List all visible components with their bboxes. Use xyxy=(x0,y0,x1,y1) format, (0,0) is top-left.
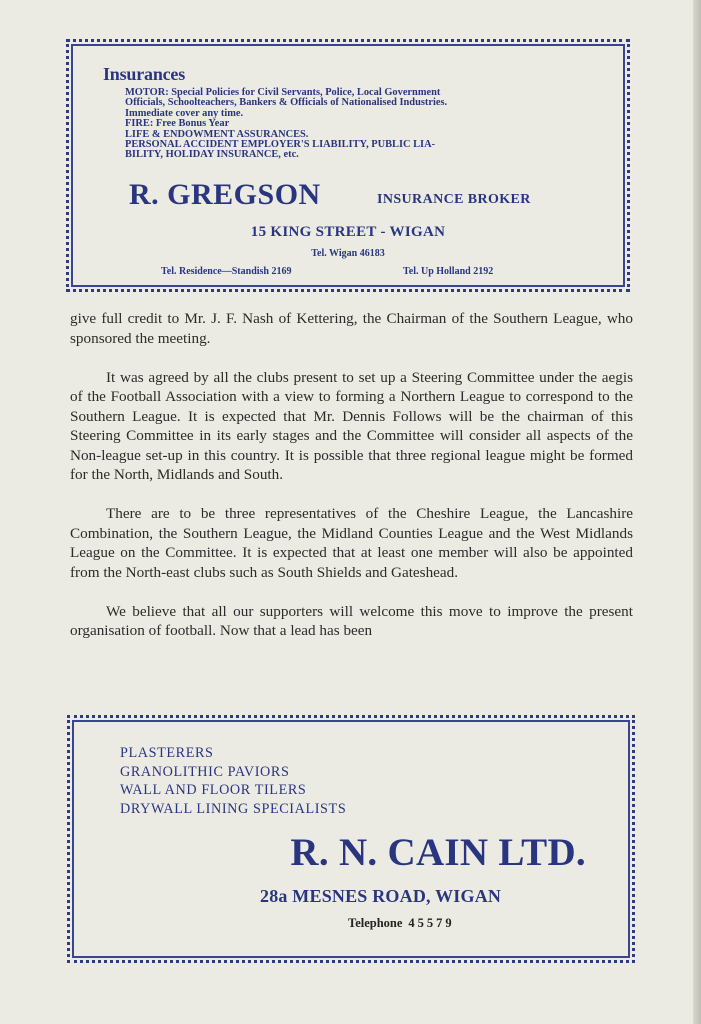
trade-item: GRANOLITHIC PAVIORS xyxy=(120,763,290,780)
broker-tel-residence: Tel. Residence—Standish 2169 xyxy=(161,266,292,277)
company-address: 28a MESNES ROAD, WIGAN xyxy=(260,886,502,906)
company-telephone xyxy=(348,916,455,931)
company-name: R. N. CAIN LTD. xyxy=(290,831,586,874)
trade-item: WALL AND FLOOR TILERS xyxy=(120,782,307,798)
insurance-services-list xyxy=(125,88,605,161)
telephone-label: Telephone xyxy=(348,916,403,930)
insurance-line: Immediate cover any time. xyxy=(125,107,244,119)
cain-advert xyxy=(67,715,635,963)
article-body xyxy=(70,309,633,641)
broker-tel-up-holland: Tel. Up Holland 2192 xyxy=(403,266,494,277)
trade-item: DRYWALL LINING SPECIALISTS xyxy=(120,800,347,817)
article-paragraph: There are to be three representatives of the Cheshire League, the Lancashire Combination, the Southern League, the Midland Counties League and the West Midlands League on the Committee. It is expected that at least one member will also be appointed from the North-east clubs such as South Shields and Gateshead. xyxy=(70,505,633,581)
broker-role: INSURANCE BROKER xyxy=(377,192,531,207)
insurance-line: MOTOR: Special Policies for Civil Servants, Police, Local Government xyxy=(125,87,441,98)
telephone-number: 45579 xyxy=(408,916,455,930)
article-paragraph: We believe that all our supporters will welcome this move to improve the present organisation of football. Now that a lead has been xyxy=(70,602,633,639)
insurance-line: Officials, Schoolteachers, Bankers & Officials of Nationalised Industries. xyxy=(125,97,448,109)
broker-address: 15 KING STREET - WIGAN xyxy=(250,224,446,240)
broker-tel-wigan: Tel. Wigan 46183 xyxy=(311,248,385,259)
page-edge xyxy=(693,0,701,1024)
trades-list xyxy=(120,744,346,818)
insurances-heading: Insurances xyxy=(103,64,186,84)
insurance-line: FIRE: Free Bonus Year xyxy=(125,118,230,130)
article-paragraph: give full credit to Mr. J. F. Nash of Kettering, the Chairman of the Southern League, who sponsored the meeting. xyxy=(70,310,633,347)
insurance-line: BILITY, HOLIDAY INSURANCE, etc. xyxy=(125,149,299,161)
insurance-line: LIFE & ENDOWMENT ASSURANCES. xyxy=(125,128,309,140)
insurance-advert xyxy=(66,39,630,292)
insurance-line: PERSONAL ACCIDENT EMPLOYER'S LIABILITY, PUBLIC LIA- xyxy=(125,139,436,151)
article-paragraph: It was agreed by all the clubs present to set up a Steering Committee under the aegis of the Football Association with a view to forming a Northern League to correspond to the Southern League. It is expected that Mr. Dennis Follows will be the chairman of this Steering Committee in its early stages and the Committee will consider all aspects of the Non-league set-up in this country. It is possible that three regional league might be formed for the North, Midlands and South. xyxy=(70,368,633,483)
broker-name: R. GREGSON xyxy=(129,178,321,211)
trade-item: PLASTERERS xyxy=(120,745,214,761)
